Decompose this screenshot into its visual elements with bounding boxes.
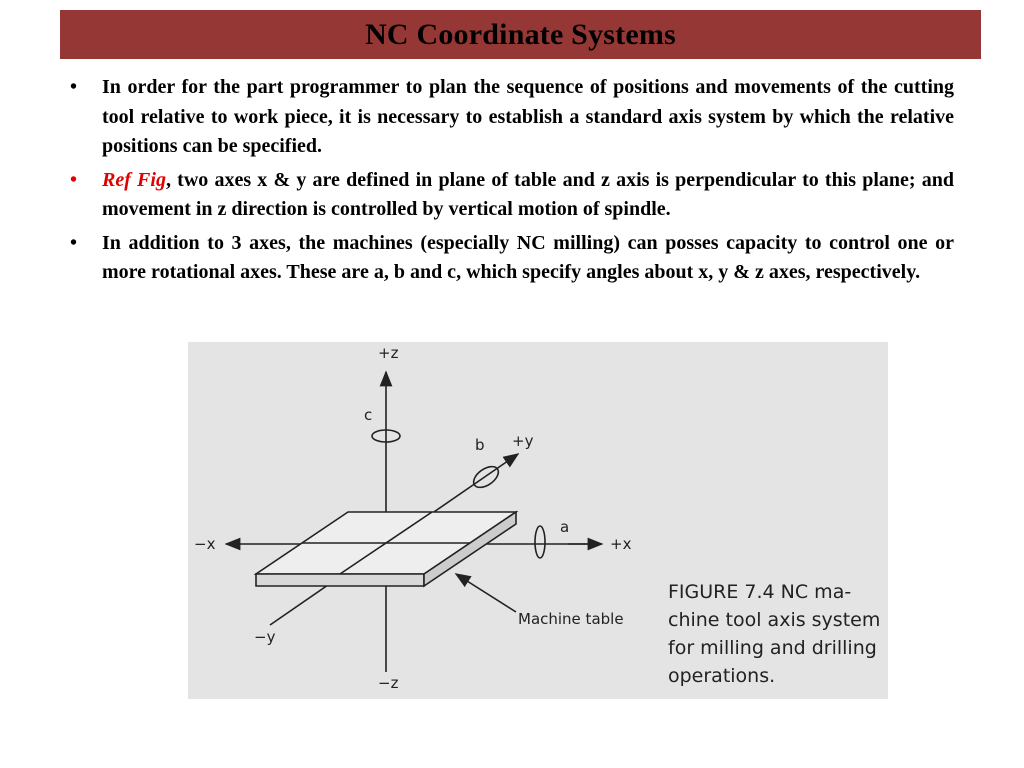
figure-caption-line-2: chine tool axis system xyxy=(668,609,881,631)
figure-caption-line-4: operations. xyxy=(668,665,776,687)
table-leader-line xyxy=(456,574,516,612)
minus-x-label: −x xyxy=(194,535,216,553)
axis-figure xyxy=(188,342,888,699)
bullet-list xyxy=(70,73,954,292)
slide-title: NC Coordinate Systems xyxy=(365,17,676,51)
bullet-text: In addition to 3 axes, the machines (especially NC milling) can posses capacity to control one or more rotational axes. These are a, b and c, which specify angles about x, y & z axes, respectively. xyxy=(102,231,954,283)
bullet-item-3 xyxy=(70,229,954,288)
bullet-marker: • xyxy=(70,231,78,254)
figure-caption-line-3: for milling and drilling xyxy=(668,637,877,659)
plus-x-label: +x xyxy=(610,535,632,553)
minus-y-label: −y xyxy=(254,628,276,646)
a-label: a xyxy=(560,518,570,536)
axis-diagram xyxy=(188,342,888,699)
bullet-item-1 xyxy=(70,73,954,162)
b-label: b xyxy=(475,436,485,454)
bullet-text: , two axes x & y are defined in plane of table and z axis is perpendicular to this plane; and movement in z direction is controlled by vertical motion of spindle. xyxy=(102,168,954,220)
ref-fig-text: Ref Fig xyxy=(102,168,166,191)
bullet-item-2 xyxy=(70,166,954,225)
machine-table-front xyxy=(256,574,424,586)
figure-caption-line-1: FIGURE 7.4 NC ma- xyxy=(668,581,852,603)
bullet-text: In order for the part programmer to plan the sequence of positions and movements of the cutting tool relative to work piece, it is necessary to establish a standard axis system by which the relative positions can be specified. xyxy=(102,76,954,157)
plus-z-label: +z xyxy=(378,344,399,362)
title-bar xyxy=(60,10,981,59)
c-label: c xyxy=(364,406,373,424)
bullet-marker: • xyxy=(70,168,78,191)
minus-z-label: −z xyxy=(378,674,399,692)
plus-y-label: +y xyxy=(512,432,534,450)
bullet-marker: • xyxy=(70,76,78,98)
machine-table-label: Machine table xyxy=(518,610,624,628)
a-rotation-arrow xyxy=(535,526,545,558)
